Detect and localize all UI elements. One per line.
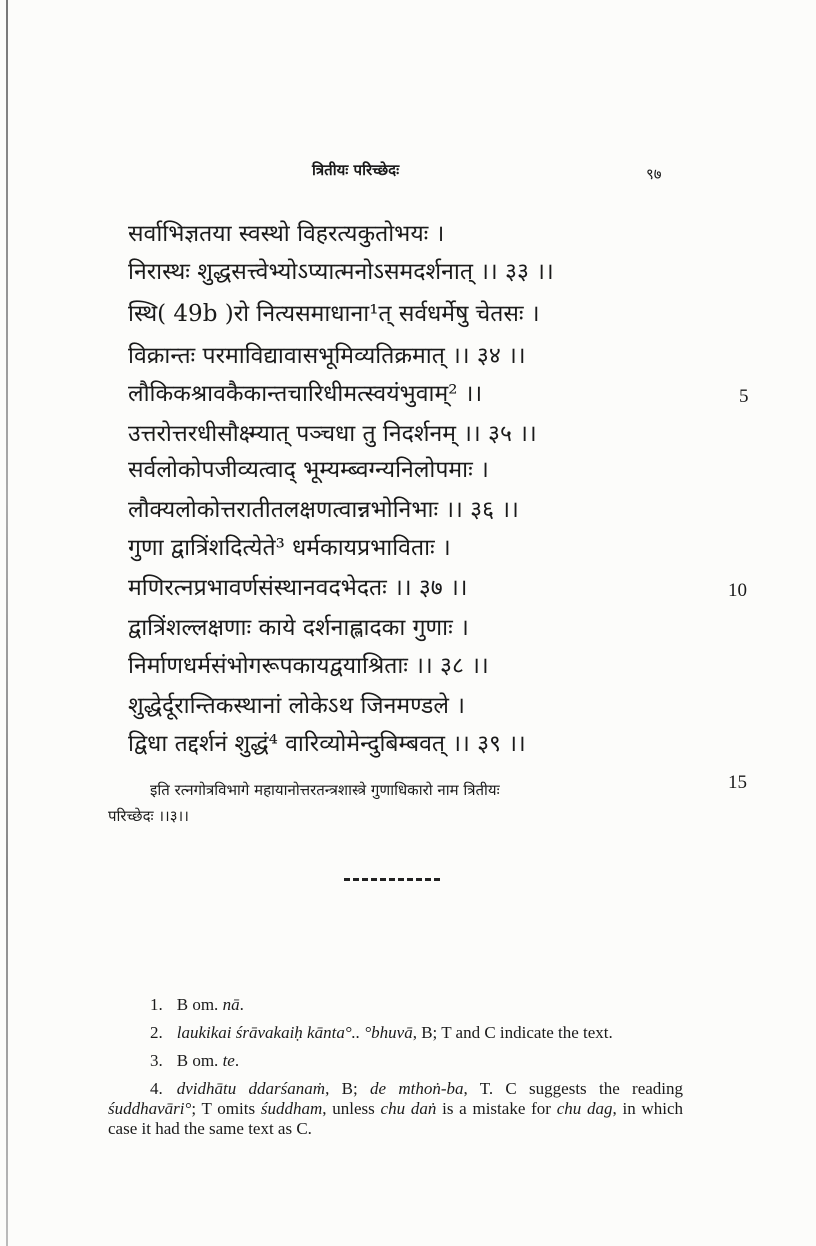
verse-line: निर्माणधर्मसंभोगरूपकायद्वयाश्रिताः ।। ३८ ।। bbox=[128, 653, 489, 679]
footnote-italic: te bbox=[222, 1051, 235, 1070]
verse-line: मणिरत्नप्रभावर्णसंस्थानवदभेदतः ।। ३७ ।। bbox=[128, 575, 468, 601]
footnote-text: , unless bbox=[322, 1099, 381, 1118]
footnote-text: , T. C suggests the reading bbox=[463, 1079, 684, 1098]
verse-line: विक्रान्तः परमाविद्यावासभूमिव्यतिक्रमात् ।। ३४ ।। bbox=[128, 343, 526, 369]
running-head-title: त्रितीयः परिच्छेदः bbox=[312, 161, 400, 179]
footnote-italic: chu daṅ bbox=[380, 1099, 437, 1118]
verse-line: स्थि( 49b )रो नित्यसमाधाना¹त् सर्वधर्मेषु चेतसः । bbox=[128, 301, 540, 327]
footnote-number: 1. bbox=[150, 995, 163, 1014]
verse-line: द्वात्रिंशल्लक्षणाः काये दर्शनाह्लादका गुणाः । bbox=[128, 615, 469, 641]
footnote-number: 3. bbox=[150, 1051, 163, 1070]
verse-line: उत्तरोत्तरधीसौक्ष्म्यात् पञ्चधा तु निदर्शनम् ।। ३५ ।। bbox=[128, 421, 537, 447]
footnote-italic: śuddham bbox=[260, 1099, 323, 1118]
footnote-italic: dvidhātu ddarśanaṁ bbox=[176, 1079, 326, 1098]
footnote-italic: laukikai śrāvakaiḥ kānta°.. °bhuvā bbox=[176, 1023, 413, 1042]
footnote-italic: de mthoṅ-ba bbox=[369, 1079, 464, 1098]
verse-line: द्विधा तद्दर्शनं शुद्धं⁴ वारिव्योमेन्दुबिम्बवत् ।। ३९ ।। bbox=[128, 731, 526, 757]
verse-line: सर्वाभिज्ञतया स्वस्थो विहरत्यकुतोभयः । bbox=[128, 221, 445, 247]
line-number: 5 bbox=[739, 386, 749, 407]
footnote bbox=[108, 1023, 683, 1043]
footnote-text: B om. bbox=[176, 1051, 223, 1070]
footnote-text: , B; T and C indicate the text. bbox=[412, 1023, 613, 1042]
footnote-text: ; T omits bbox=[191, 1099, 261, 1118]
verse-line: लौकिकश्रावकैकान्तचारिधीमत्स्वयंभुवाम्² ।। bbox=[128, 381, 483, 407]
colophon-continuation: परिच्छेदः ।।३।। bbox=[108, 807, 189, 825]
footnote-text: B om. bbox=[176, 995, 223, 1014]
footnote-italic: śuddhavāri° bbox=[108, 1099, 192, 1118]
footnote-italic: nā bbox=[222, 995, 240, 1014]
footnote-text bbox=[108, 1079, 683, 1138]
verse-line: लौक्यलोकोत्तरातीतलक्षणत्वान्नभोनिभाः ।। ३६ ।। bbox=[128, 497, 519, 523]
verse-line: शुद्धेर्दूरान्तिकस्थानां लोकेऽथ जिनमण्डले । bbox=[128, 693, 465, 719]
line-number: 15 bbox=[728, 772, 747, 793]
footnote-text: , in which case it had the same text as C. bbox=[108, 1099, 684, 1138]
footnote-number: 4. bbox=[150, 1079, 163, 1098]
verse-line: गुणा द्वात्रिंशदित्येते³ धर्मकायप्रभाविताः । bbox=[128, 535, 451, 561]
page-binding-edge bbox=[6, 0, 8, 1246]
footnote-text: , B; bbox=[325, 1079, 370, 1098]
footnote bbox=[108, 1079, 683, 1139]
footnote-text: . bbox=[234, 1051, 240, 1070]
footnote-italic: chu dag bbox=[556, 1099, 613, 1118]
footnote-text: . bbox=[239, 995, 244, 1014]
footnote-number: 2. bbox=[150, 1023, 163, 1042]
footnotes bbox=[108, 995, 683, 1147]
footnote bbox=[108, 1051, 683, 1071]
verse-line: निरास्थः शुद्धसत्त्वेभ्योऽप्यात्मनोऽसमदर्शनात् ।। ३३ ।। bbox=[128, 259, 554, 285]
page-number: ९७ bbox=[646, 165, 662, 183]
section-divider bbox=[344, 878, 440, 881]
footnote-text: is a mistake for bbox=[436, 1099, 557, 1118]
line-number: 10 bbox=[728, 580, 747, 601]
colophon: इति रत्नगोत्रविभागे महायानोत्तरतन्त्रशास्त्रे गुणाधिकारो नाम त्रितीयः bbox=[150, 781, 500, 799]
footnote bbox=[108, 995, 683, 1015]
verse-line: सर्वलोकोपजीव्यत्वाद् भूम्यम्ब्वग्न्यनिलोपमाः । bbox=[128, 457, 489, 483]
